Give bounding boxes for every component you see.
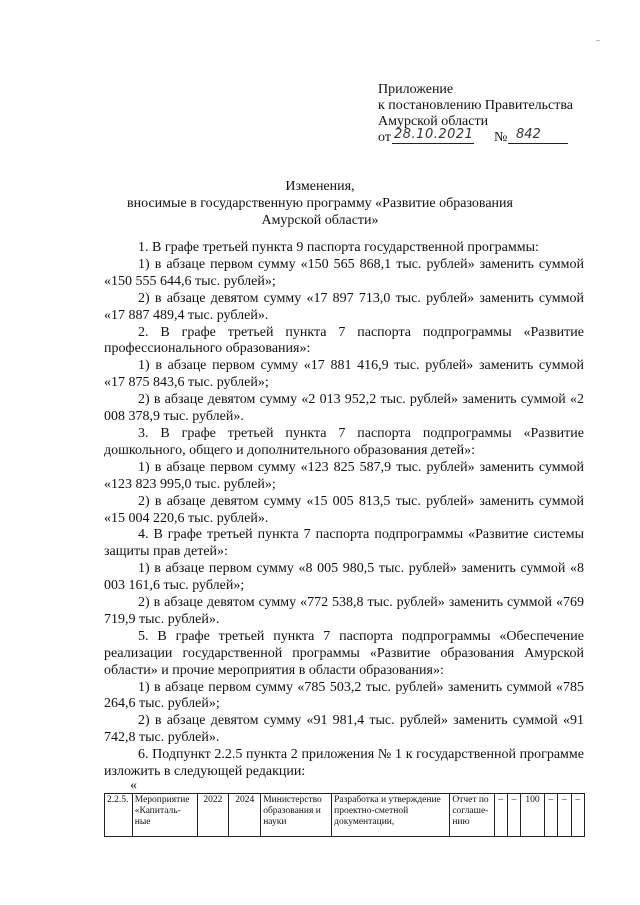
approval-date-line xyxy=(378,127,618,148)
table-cell-start-year: 2022 xyxy=(197,794,229,837)
table-cell-measure: Мероприятие «Капиталь-ные xyxy=(132,794,197,837)
number-sign: № xyxy=(494,130,508,145)
quote-open-mark: « xyxy=(130,778,137,793)
handwritten-date: 28.10.2021 xyxy=(394,127,474,142)
paragraph-2: 2. В графе третьей пункта 7 паспорта подпрограммы «Развитие профессионального образования»: xyxy=(104,324,584,357)
paragraph-4-1: 1) в абзаце первом сумму «8 005 980,5 тыс. рублей» заменить суммой «8 003 161,6 тыс. рублей»; xyxy=(104,561,584,594)
approval-block xyxy=(378,82,618,148)
table-cell-executor: Министерство образования и науки xyxy=(261,794,332,837)
table-cell-end-year: 2024 xyxy=(229,794,261,837)
paragraph-2-2: 2) в абзаце девятом сумму «2 013 952,2 тыс. рублей» заменить суммой «2 008 378,9 тыс. рублей». xyxy=(104,392,584,425)
paragraph-1: 1. В графе третьей пункта 9 паспорта государственной программы: xyxy=(138,240,539,255)
paragraph-3: 3. В графе третьей пункта 7 паспорта подпрограммы «Развитие дошкольного, общего и дополнительного образования детей»: xyxy=(104,425,584,458)
table-cell-indicator: Отчет по соглаше-нию xyxy=(450,794,494,837)
paragraph-4-2: 2) в абзаце девятом сумму «772 538,8 тыс. рублей» заменить суммой «769 719,9 тыс. рублей». xyxy=(104,595,584,627)
measures-table xyxy=(104,793,585,837)
ot-label: от xyxy=(378,130,391,145)
table-cell-value-6: – xyxy=(571,794,584,837)
table-cell-value-3: 100 xyxy=(521,794,545,837)
table-cell-code: 2.2.5. xyxy=(105,794,133,837)
title-line-2: вносимые в государственную программу «Развитие образования xyxy=(127,196,513,211)
table-cell-value-4: – xyxy=(544,794,557,837)
paragraph-5-1: 1) в абзаце первом сумму «785 503,2 тыс. рублей» заменить суммой «785 264,6 тыс. рублей»; xyxy=(104,679,584,712)
table-cell-value-2: – xyxy=(507,794,520,837)
title-line-1: Изменения, xyxy=(285,179,355,194)
paragraph-6: 6. Подпункт 2.2.5 пункта 2 приложения № 1 к государственной программе изложить в следующей редакции: xyxy=(104,747,584,780)
paragraph-1-1: 1) в абзаце первом сумму «150 565 868,1 тыс. рублей» заменить суммой «150 555 644,6 тыс. рублей»; xyxy=(104,256,584,289)
title-line-3: Амурской области» xyxy=(261,213,379,228)
paragraph-5-2: 2) в абзаце девятом сумму «91 981,4 тыс. рублей» заменить суммой «91 742,8 тыс. рублей». xyxy=(104,713,584,746)
approval-line-1: Приложение xyxy=(378,82,454,97)
table-cell-value-1: – xyxy=(494,794,507,837)
paragraph-5: 5. В графе третьей пункта 7 паспорта подпрограммы «Обеспечение реализации государственной программы «Развитие образования Амурской области» и прочие мероприятия в области образования»: xyxy=(104,628,584,678)
scan-speck xyxy=(596,40,600,41)
paragraph-1-2: 2) в абзаце девятом сумму «17 897 713,0 тыс. рублей» заменить суммой «17 887 489,4 тыс. рублей». xyxy=(104,290,584,323)
table-cell-value-5: – xyxy=(558,794,571,837)
paragraph-2-1: 1) в абзаце первом сумму «17 881 416,9 тыс. рублей» заменить суммой «17 875 843,6 тыс. рублей»; xyxy=(104,358,584,391)
table-cell-result: Разработка и утверждение проектно-сметной документации, xyxy=(332,794,450,837)
approval-line-2: к постановлению Правительства xyxy=(378,98,574,113)
table-row xyxy=(105,794,585,837)
paragraph-4: 4. В графе третьей пункта 7 паспорта подпрограммы «Развитие системы защиты прав детей»: xyxy=(104,527,584,560)
document-title xyxy=(0,178,640,229)
approval-line-3: Амурской области xyxy=(378,114,489,129)
paragraph-3-1: 1) в абзаце первом сумму «123 825 587,9 тыс. рублей» заменить суммой «123 823 995,0 тыс. рублей»; xyxy=(104,459,584,492)
handwritten-number: 842 xyxy=(508,127,568,144)
paragraph-3-2: 2) в абзаце девятом сумму «15 005 813,5 тыс. рублей» заменить суммой «15 004 220,6 тыс. рублей». xyxy=(104,493,584,526)
document-body xyxy=(104,240,584,781)
